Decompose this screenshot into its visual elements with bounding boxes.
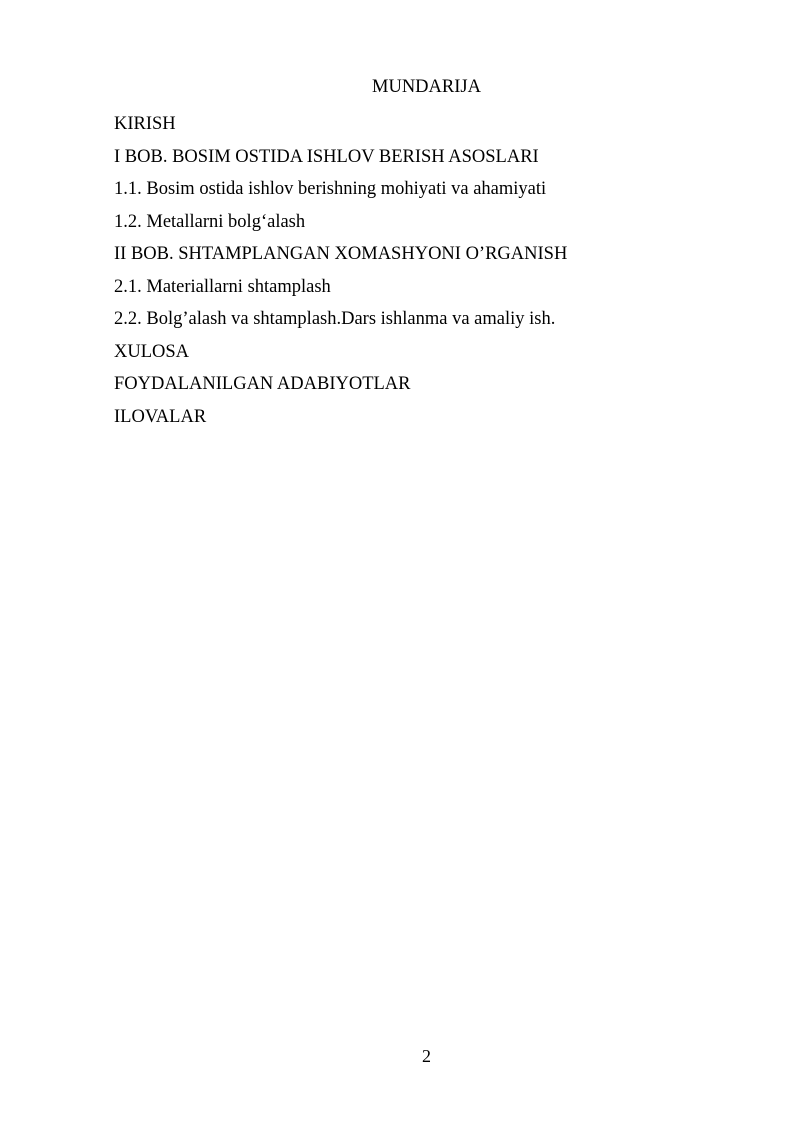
toc-entry-references: FOYDALANILGAN ADABIYOTLAR [114, 374, 411, 394]
toc-entry-section-2-2: 2.2. Bolg’alash va shtamplash.Dars ishlanma va amaliy ish. [114, 309, 556, 329]
toc-entry-xulosa: XULOSA [114, 341, 190, 362]
toc-entry-kirish: KIRISH [114, 114, 176, 134]
toc-entry-chapter-1: I BOB. BOSIM OSTIDA ISHLOV BERISH ASOSLARI [114, 146, 539, 167]
toc-list [114, 108, 567, 433]
toc-title: MUNDARIJA [372, 77, 481, 97]
page-number: 2 [422, 1046, 431, 1066]
toc-entry-section-1-1: 1.1. Bosim ostida ishlov berishning mohiyati va ahamiyati [114, 179, 547, 199]
toc-entry-section-2-1: 2.1. Materiallarni shtamplash [114, 276, 331, 297]
toc-entry-section-1-2: 1.2. Metallarni bolg‘alash [114, 211, 306, 232]
toc-entry-appendices: ILOVALAR [114, 406, 207, 427]
toc-entry-chapter-2: II BOB. SHTAMPLANGAN XOMASHYONI O’RGANISH [114, 244, 568, 264]
